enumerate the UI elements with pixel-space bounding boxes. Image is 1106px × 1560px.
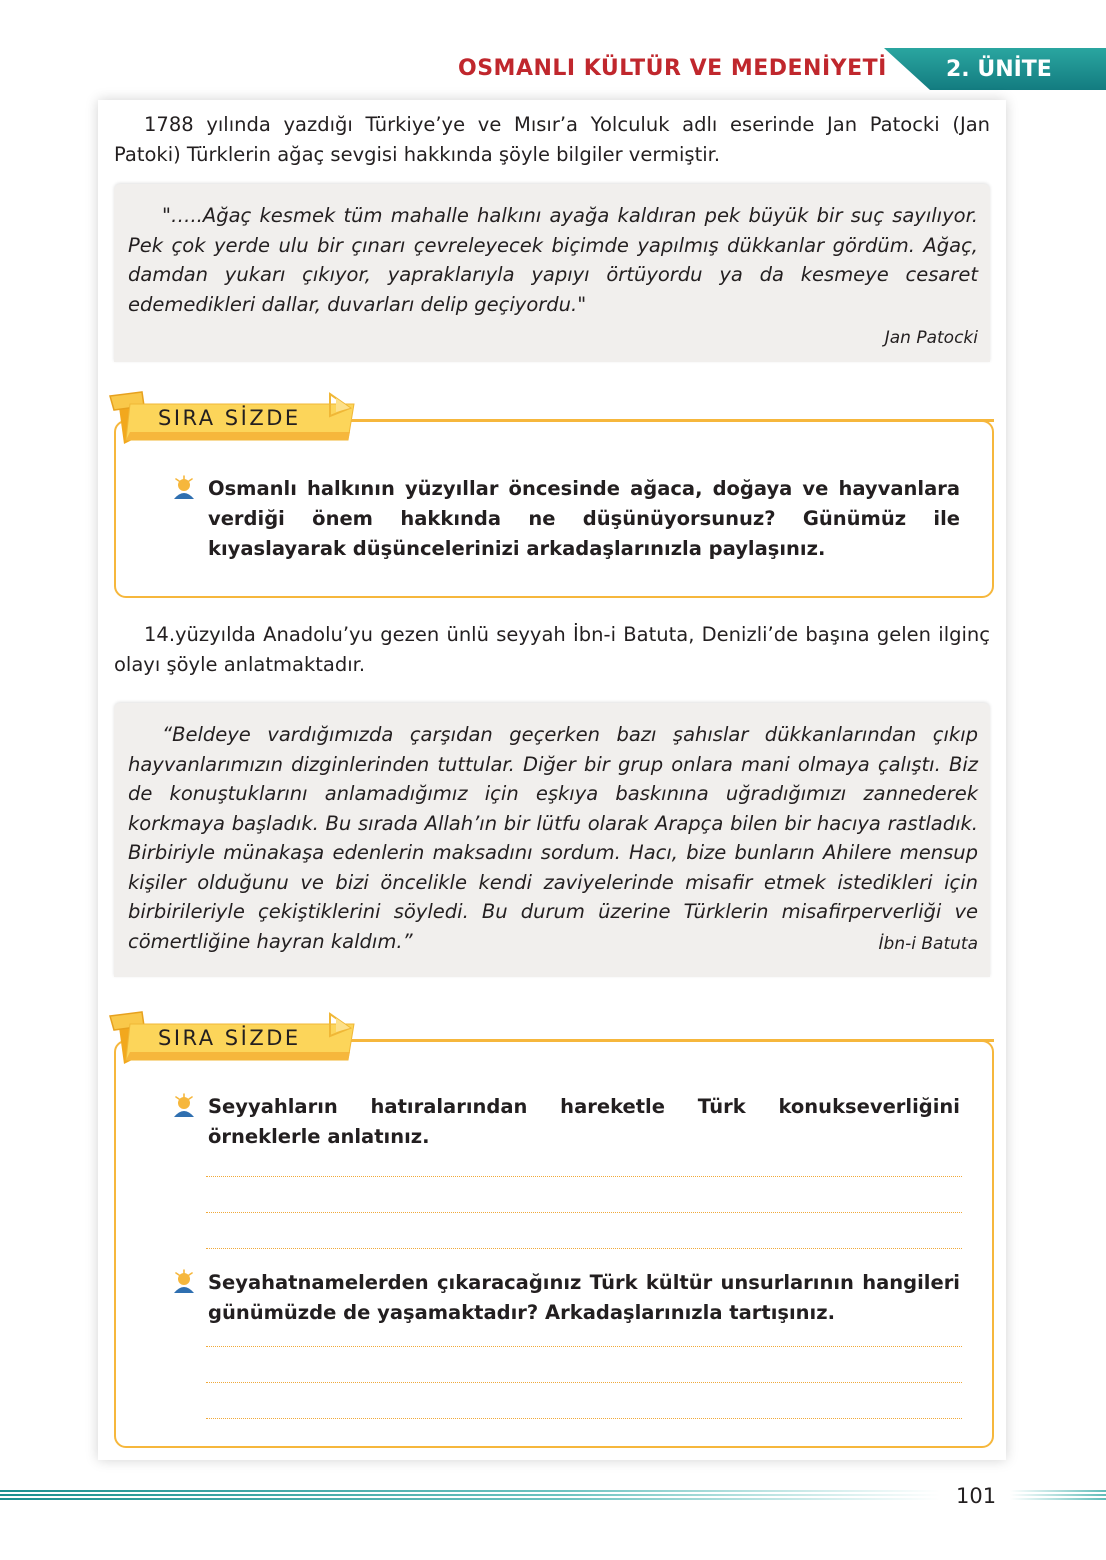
sira-sizde-badge-2 xyxy=(104,1010,364,1076)
quote-box-batuta xyxy=(114,703,990,977)
question-text: Osmanlı halkının yüzyıllar öncesinde ağaca, doğaya ve hayvanlara verdiği önem hakkında ne düşünüyorsunuz? Günümüz ile kıyaslayarak düşüncelerinizi arkadaşlarınızla paylaşınız. xyxy=(208,477,960,560)
answer-line[interactable] xyxy=(206,1346,962,1347)
quote-box-patocki xyxy=(114,184,990,362)
unit-tab xyxy=(884,48,1106,90)
student-icon xyxy=(170,1093,198,1119)
question-row-2 xyxy=(170,1268,960,1328)
page-number: 101 xyxy=(956,1484,997,1508)
footer-stripe-left xyxy=(0,1490,940,1500)
intro-paragraph-1: 1788 yılında yazdığı Türkiye’ye ve Mısır’a Yolculuk adlı eserinde Jan Patocki (Jan Patoki) Türklerin ağaç sevgisi hakkında şöyle bilgiler vermiştir. xyxy=(114,113,990,166)
answer-line[interactable] xyxy=(206,1176,962,1177)
sira-sizde-badge-1 xyxy=(104,390,364,456)
sira-sizde-label: SIRA SİZDE xyxy=(158,406,301,430)
answer-line[interactable] xyxy=(206,1248,962,1249)
answer-line[interactable] xyxy=(206,1418,962,1419)
question-text-2: Seyahatnamelerden çıkaracağınız Türk kültür unsurlarının hangileri günümüzde de yaşamaktadır? Arkadaşlarınızla tartışınız. xyxy=(208,1271,960,1324)
answer-line[interactable] xyxy=(206,1382,962,1383)
sira-sizde-label: SIRA SİZDE xyxy=(158,1026,301,1050)
quote-text-patocki: "…..Ağaç kesmek tüm mahalle halkını ayağa kaldıran pek büyük bir suç sayılıyor. Pek çok yerde ulu bir çınarı çevreleyecek biçimde yapılmış dükkanlar gördüm. Ağaç, damdan yukarı çıkıyor, yapraklarıyla yapıyı örtüyordu ya da kesmeye cesaret edemedikleri dallar, duvarları delip geçiyordu." xyxy=(128,204,978,316)
question-row xyxy=(170,474,960,564)
question-text-1: Seyyahların hatıralarından hareketle Türk konukseverliğini örneklerle anlatınız. xyxy=(208,1095,960,1148)
unit-label: 2. ÜNİTE xyxy=(946,57,1052,82)
question-row-1 xyxy=(170,1092,960,1152)
footer-stripe-right xyxy=(1010,1490,1106,1500)
chapter-title: OSMANLI KÜLTÜR VE MEDENİYETİ xyxy=(458,56,887,81)
intro-paragraph-2: 14.yüzyılda Anadolu’yu gezen ünlü seyyah İbn-i Batuta, Denizli’de başına gelen ilginç olayı şöyle anlatmaktadır. xyxy=(114,623,990,676)
student-icon xyxy=(170,1269,198,1295)
quote-author-patocki: Jan Patocki xyxy=(884,328,978,348)
student-icon xyxy=(170,475,198,501)
quote-author-batuta: İbn-i Batuta xyxy=(878,934,978,954)
answer-line[interactable] xyxy=(206,1212,962,1213)
quote-text-batuta: “Beldeye vardığımızda çarşıdan geçerken bazı şahıslar dükkanlarından çıkıp hayvanlarımızın dizginlerinden tuttular. Diğer bir grup onlara mani olmaya çalıştı. Biz de konuştuklarını anlamadığımız için eşkıya baskınına uğradığımızı zannederek korkmaya başladık. Bu sırada Allah’ın bir lütfu olarak Arapça bilen bir hacıya rastladık. Birbiriyle münakaşa edenlerin maksadını sordum. Hacı, bize bunların Ahilere mensup kişiler olduğunu ve bizi öncelikle kendi zaviyelerinde misafir etmek istedikleri için birbirileriyle çekiştiklerini söyledi. Bu durum üzerine Türklerin misafirperverliği ve cömertliğine hayran kaldım.” xyxy=(128,723,978,953)
